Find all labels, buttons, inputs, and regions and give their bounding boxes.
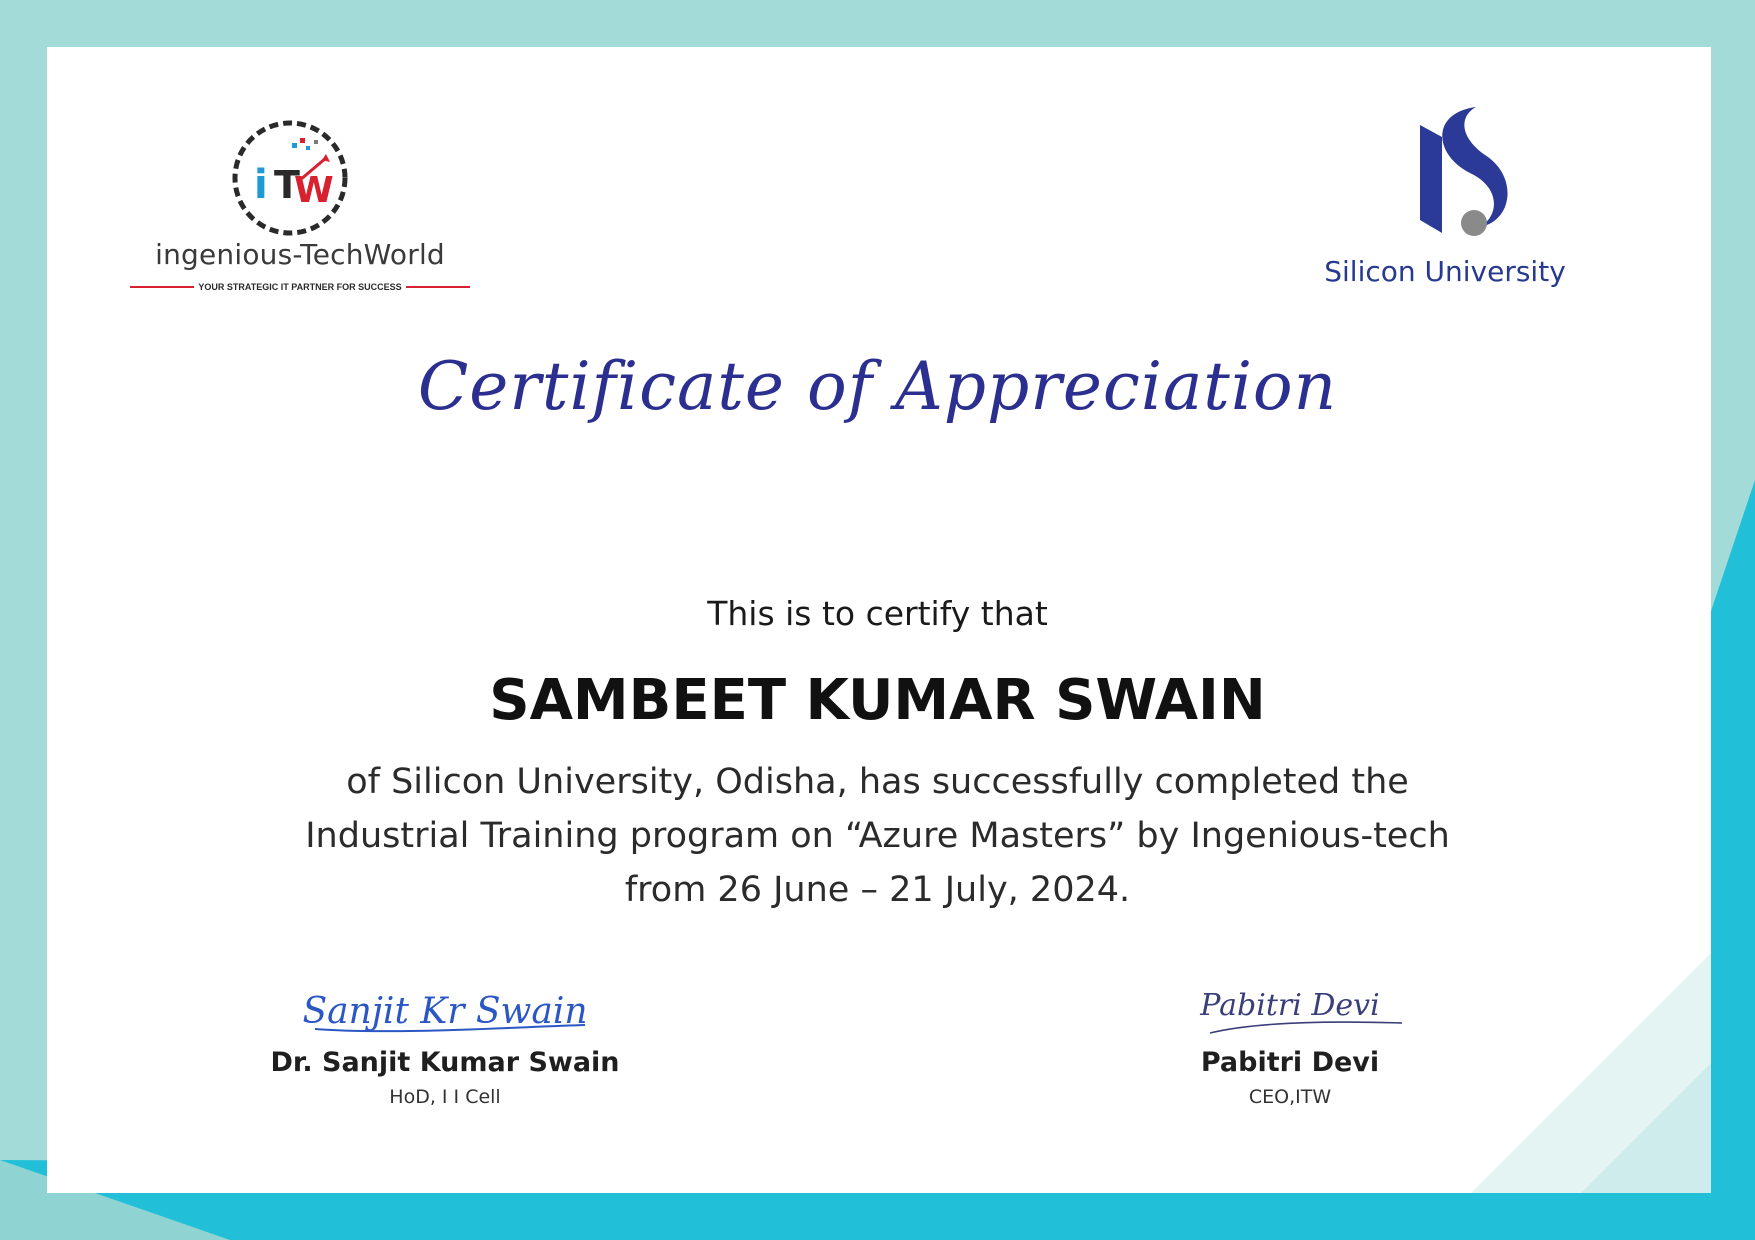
signatory-left-name: Dr. Sanjit Kumar Swain — [270, 1047, 620, 1078]
certificate-title: Certificate of Appreciation — [417, 348, 1338, 425]
signature-right — [1170, 975, 1410, 1045]
silicon-university-logo — [1290, 55, 1620, 295]
recipient-name: SAMBEET KUMAR SWAIN — [489, 668, 1266, 733]
body-line-1: of Silicon University, Odisha, has successfully completed the — [346, 762, 1409, 802]
signatory-left-role: HoD, I I Cell — [389, 1086, 501, 1108]
itw-tagline: YOUR STRATEGIC IT PARTNER FOR SUCCESS — [198, 282, 402, 292]
signature-left-text: Sanjit Kr Swain — [302, 991, 588, 1032]
signatory-right — [1140, 975, 1440, 1108]
decorative-corner — [1411, 893, 1711, 1193]
certificate-body — [0, 755, 1755, 917]
body-line-2: Industrial Training program on “Azure Masters” by Ingenious-tech — [305, 816, 1450, 856]
itw-badge-icon — [230, 118, 350, 238]
body-line-3: from 26 June – 21 July, 2024. — [624, 870, 1131, 910]
itw-tagline-rule-left — [130, 286, 194, 288]
itw-logo — [130, 70, 470, 300]
signatory-left — [255, 975, 635, 1108]
signature-left — [275, 975, 615, 1045]
signatory-right-role: CEO,ITW — [1248, 1086, 1332, 1108]
signatory-right-name: Pabitri Devi — [1200, 1047, 1380, 1078]
itw-wordmark: ingenious-TechWorld — [155, 238, 445, 271]
silicon-university-mark-icon — [1400, 55, 1520, 245]
itw-badge-letter-i: i — [254, 162, 268, 208]
itw-tagline-rule-right — [406, 286, 470, 288]
itw-badge-letter-t: T — [274, 163, 300, 207]
itw-tagline-row — [130, 282, 470, 292]
silicon-university-name: Silicon University — [1324, 255, 1566, 288]
signature-right-text: Pabitri Devi — [1200, 988, 1380, 1023]
itw-badge-letter-w: W — [294, 170, 334, 211]
certify-intro: This is to certify that — [707, 594, 1048, 633]
